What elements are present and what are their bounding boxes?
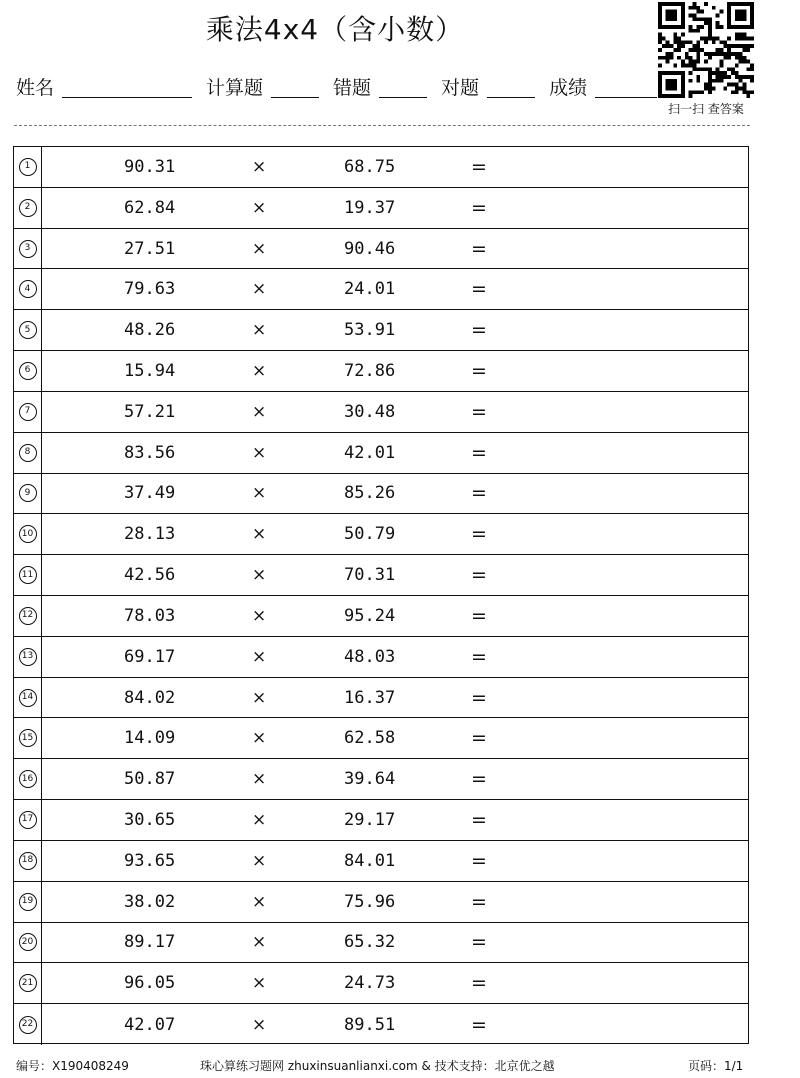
problem-row	[14, 433, 748, 474]
operand-a: 14.09	[124, 728, 176, 749]
operand-a: 15.94	[124, 360, 176, 381]
dashed-divider	[14, 125, 750, 126]
problem-number: 17	[19, 811, 37, 829]
operand-b: 90.46	[344, 238, 396, 259]
multiply-sign: ×	[252, 197, 267, 218]
multiply-sign: ×	[252, 565, 267, 586]
problem-index-cell	[14, 514, 42, 554]
problem-index-cell	[14, 800, 42, 840]
operand-a: 96.05	[124, 973, 176, 994]
problem-index-cell	[14, 1004, 42, 1045]
footer-page: 页码：1/1	[688, 1059, 744, 1073]
operand-a: 84.02	[124, 687, 176, 708]
multiply-sign: ×	[252, 1014, 267, 1035]
multiply-sign: ×	[252, 156, 267, 177]
problem-row	[14, 351, 748, 392]
multiply-sign: ×	[252, 932, 267, 953]
problem-number: 3	[19, 240, 37, 258]
problem-index-cell	[14, 229, 42, 269]
problem-row	[14, 596, 748, 637]
problem-number: 2	[19, 199, 37, 217]
operand-a: 50.87	[124, 769, 176, 790]
problem-index-cell	[14, 269, 42, 309]
qr-caption: 扫一扫 查答案	[668, 102, 744, 116]
operand-a: 57.21	[124, 401, 176, 422]
operand-b: 42.01	[344, 442, 396, 463]
problem-row	[14, 637, 748, 678]
student-info-bar	[16, 72, 657, 100]
operand-b: 24.01	[344, 279, 396, 300]
operand-b: 70.31	[344, 565, 396, 586]
equals-sign: =	[471, 849, 487, 872]
operand-b: 53.91	[344, 320, 396, 341]
problem-number: 5	[19, 321, 37, 339]
problem-number: 19	[19, 893, 37, 911]
problem-row	[14, 229, 748, 270]
problem-number: 7	[19, 403, 37, 421]
problem-row	[14, 269, 748, 310]
problem-row	[14, 923, 748, 964]
equals-sign: =	[471, 359, 487, 382]
problem-number: 10	[19, 525, 37, 543]
problem-index-cell	[14, 841, 42, 881]
problem-index-cell	[14, 188, 42, 228]
problem-index-cell	[14, 310, 42, 350]
multiply-sign: ×	[252, 360, 267, 381]
problem-row	[14, 759, 748, 800]
operand-b: 75.96	[344, 891, 396, 912]
count-label: 计算题	[206, 77, 264, 99]
problem-index-cell	[14, 637, 42, 677]
multiply-sign: ×	[252, 687, 267, 708]
right-label: 对题	[441, 77, 480, 99]
name-blank	[62, 75, 192, 98]
operand-b: 24.73	[344, 973, 396, 994]
right-blank	[487, 75, 535, 98]
operand-b: 95.24	[344, 605, 396, 626]
problem-index-cell	[14, 351, 42, 391]
problem-table	[13, 146, 749, 1044]
problem-row	[14, 474, 748, 515]
problem-row	[14, 800, 748, 841]
count-blank	[271, 75, 319, 98]
problem-number: 1	[19, 158, 37, 176]
problem-number: 18	[19, 852, 37, 870]
problem-number: 20	[19, 933, 37, 951]
problem-row	[14, 310, 748, 351]
multiply-sign: ×	[252, 769, 267, 790]
problem-row	[14, 963, 748, 1004]
problem-number: 22	[19, 1016, 37, 1034]
operand-b: 30.48	[344, 401, 396, 422]
operand-a: 30.65	[124, 809, 176, 830]
equals-sign: =	[471, 1013, 487, 1036]
equals-sign: =	[471, 155, 487, 178]
operand-a: 69.17	[124, 646, 176, 667]
equals-sign: =	[471, 400, 487, 423]
worksheet-title: 乘法4x4（含小数）	[205, 13, 465, 46]
problem-row	[14, 882, 748, 923]
problem-number: 6	[19, 362, 37, 380]
problem-row	[14, 841, 748, 882]
problem-index-cell	[14, 759, 42, 799]
equals-sign: =	[471, 441, 487, 464]
equals-sign: =	[471, 237, 487, 260]
multiply-sign: ×	[252, 401, 267, 422]
problem-row	[14, 392, 748, 433]
problem-number: 14	[19, 689, 37, 707]
problem-row	[14, 188, 748, 229]
equals-sign: =	[471, 645, 487, 668]
multiply-sign: ×	[252, 646, 267, 667]
qr-code	[658, 2, 754, 98]
equals-sign: =	[471, 196, 487, 219]
equals-sign: =	[471, 768, 487, 791]
equals-sign: =	[471, 523, 487, 546]
problem-index-cell	[14, 433, 42, 473]
equals-sign: =	[471, 319, 487, 342]
operand-a: 89.17	[124, 932, 176, 953]
problem-index-cell	[14, 474, 42, 514]
problem-index-cell	[14, 392, 42, 432]
problem-row	[14, 147, 748, 188]
problem-index-cell	[14, 678, 42, 718]
problem-number: 11	[19, 566, 37, 584]
operand-a: 62.84	[124, 197, 176, 218]
equals-sign: =	[471, 482, 487, 505]
multiply-sign: ×	[252, 442, 267, 463]
operand-a: 38.02	[124, 891, 176, 912]
score-blank	[595, 75, 657, 98]
operand-b: 84.01	[344, 850, 396, 871]
multiply-sign: ×	[252, 483, 267, 504]
problem-index-cell	[14, 147, 42, 187]
problem-row	[14, 678, 748, 719]
equals-sign: =	[471, 604, 487, 627]
operand-a: 93.65	[124, 850, 176, 871]
operand-a: 79.63	[124, 279, 176, 300]
multiply-sign: ×	[252, 728, 267, 749]
multiply-sign: ×	[252, 238, 267, 259]
operand-a: 42.07	[124, 1014, 176, 1035]
problem-index-cell	[14, 555, 42, 595]
problem-number: 8	[19, 444, 37, 462]
problem-number: 21	[19, 974, 37, 992]
operand-a: 27.51	[124, 238, 176, 259]
operand-b: 16.37	[344, 687, 396, 708]
wrong-label: 错题	[333, 77, 372, 99]
problem-index-cell	[14, 596, 42, 636]
problem-index-cell	[14, 882, 42, 922]
problem-number: 16	[19, 770, 37, 788]
equals-sign: =	[471, 278, 487, 301]
name-label: 姓名	[16, 77, 55, 99]
multiply-sign: ×	[252, 279, 267, 300]
multiply-sign: ×	[252, 850, 267, 871]
operand-a: 48.26	[124, 320, 176, 341]
multiply-sign: ×	[252, 973, 267, 994]
operand-b: 68.75	[344, 156, 396, 177]
multiply-sign: ×	[252, 605, 267, 626]
operand-a: 42.56	[124, 565, 176, 586]
equals-sign: =	[471, 890, 487, 913]
problem-index-cell	[14, 923, 42, 963]
equals-sign: =	[471, 972, 487, 995]
multiply-sign: ×	[252, 320, 267, 341]
operand-b: 65.32	[344, 932, 396, 953]
equals-sign: =	[471, 686, 487, 709]
footer-site: 珠心算练习题网 zhuxinsuanlianxi.com & 技术支持：北京优之越	[200, 1059, 555, 1073]
multiply-sign: ×	[252, 809, 267, 830]
wrong-blank	[379, 75, 427, 98]
equals-sign: =	[471, 564, 487, 587]
operand-b: 29.17	[344, 809, 396, 830]
operand-b: 89.51	[344, 1014, 396, 1035]
operand-a: 37.49	[124, 483, 176, 504]
multiply-sign: ×	[252, 891, 267, 912]
problem-row	[14, 718, 748, 759]
operand-b: 39.64	[344, 769, 396, 790]
equals-sign: =	[471, 727, 487, 750]
operand-a: 78.03	[124, 605, 176, 626]
operand-a: 83.56	[124, 442, 176, 463]
operand-a: 28.13	[124, 524, 176, 545]
problem-row	[14, 1004, 748, 1045]
operand-b: 50.79	[344, 524, 396, 545]
problem-row	[14, 514, 748, 555]
operand-b: 19.37	[344, 197, 396, 218]
problem-number: 15	[19, 729, 37, 747]
problem-number: 4	[19, 280, 37, 298]
operand-a: 90.31	[124, 156, 176, 177]
operand-b: 85.26	[344, 483, 396, 504]
problem-index-cell	[14, 963, 42, 1003]
problem-number: 12	[19, 607, 37, 625]
operand-b: 62.58	[344, 728, 396, 749]
footer-code: 编号：X190408249	[16, 1059, 129, 1073]
problem-index-cell	[14, 718, 42, 758]
problem-row	[14, 555, 748, 596]
equals-sign: =	[471, 808, 487, 831]
operand-b: 72.86	[344, 360, 396, 381]
equals-sign: =	[471, 931, 487, 954]
problem-number: 9	[19, 484, 37, 502]
problem-number: 13	[19, 648, 37, 666]
multiply-sign: ×	[252, 524, 267, 545]
operand-b: 48.03	[344, 646, 396, 667]
score-label: 成绩	[549, 77, 588, 99]
